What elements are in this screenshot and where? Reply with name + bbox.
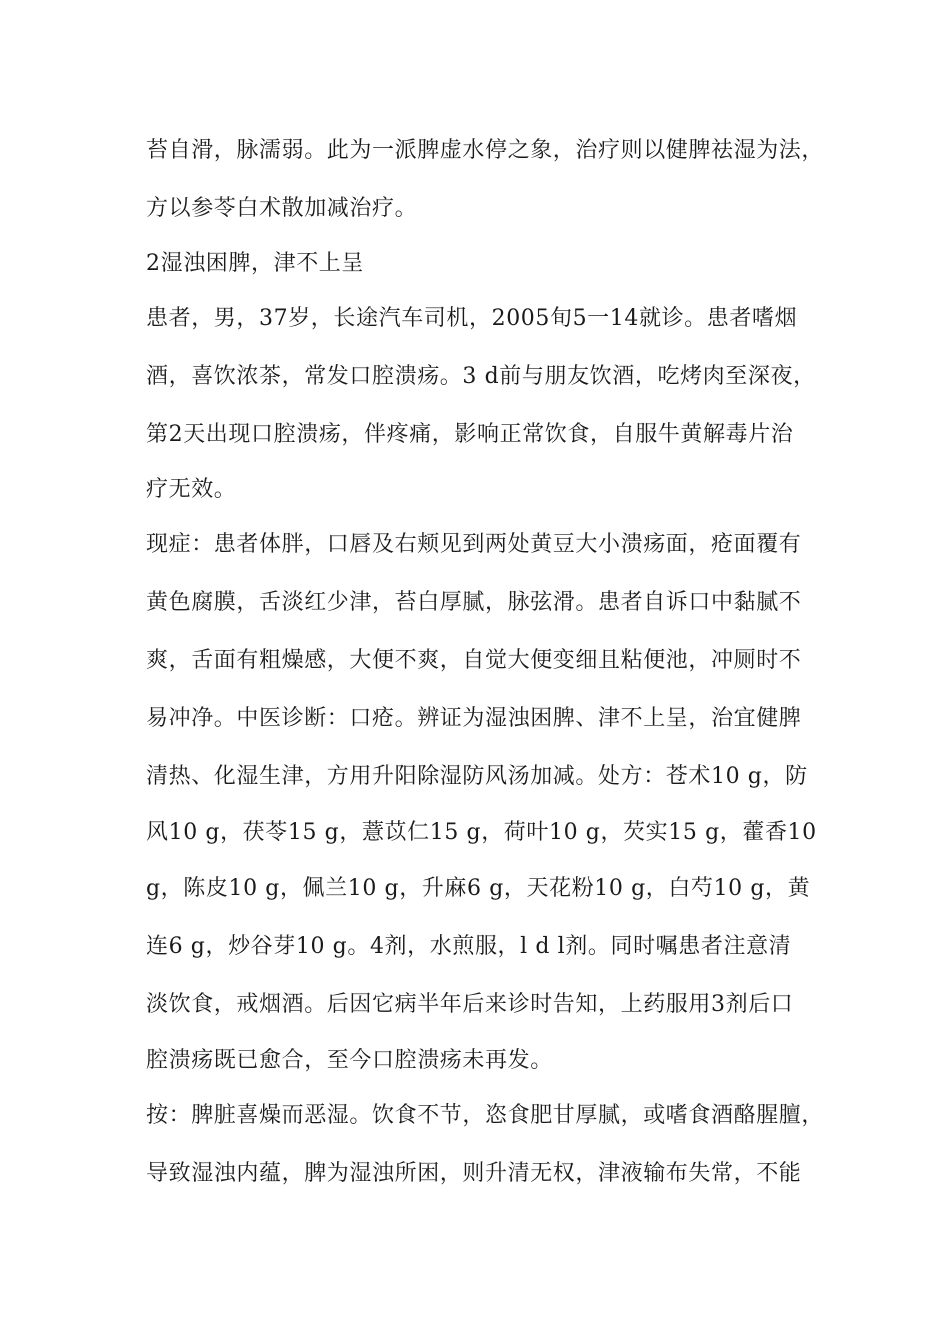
text-line-12: 清热、化湿生津，方用升阳除湿防风汤加减。处方：苍术10 g，防 (146, 764, 808, 789)
section-heading: 2湿浊困脾，津不上呈 (146, 251, 364, 276)
text-line-5: 酒，喜饮浓茶，常发口腔溃疡。3 d前与朋友饮酒，吃烤肉至深夜， (146, 364, 816, 389)
text-line-9: 黄色腐膜，舌淡红少津，苔白厚腻，脉弦滑。患者自诉口中黏腻不 (146, 590, 802, 615)
text-line-10: 爽，舌面有粗燥感，大便不爽，自觉大便变细且粘便池，冲厕时不 (146, 648, 802, 673)
text-line-13: 风10 g，茯苓15 g，薏苡仁15 g，荷叶10 g，芡实15 g，藿香10 (146, 820, 817, 845)
text-line-18: 按：脾脏喜燥而恶湿。饮食不节，恣食肥甘厚腻，或嗜食酒酪腥膻， (146, 1103, 825, 1128)
text-line-7: 疗无效。 (146, 477, 237, 502)
text-line-4: 患者，男，37岁，长途汽车司机，2005旬5一14就诊。患者嗜烟 (146, 306, 798, 331)
text-line-19: 导致湿浊内蕴，脾为湿浊所困，则升清无权，津液输布失常，不能 (146, 1161, 802, 1186)
text-line-1: 苔自滑，脉濡弱。此为一派脾虚水停之象，治疗则以健脾祛湿为法， (146, 138, 825, 163)
text-line-11: 易冲净。中医诊断：口疮。辨证为湿浊困脾、津不上呈，治宜健脾 (146, 706, 802, 731)
text-line-17: 腔溃疡既已愈合，至今口腔溃疡未再发。 (146, 1048, 553, 1073)
text-line-15: 连6 g，炒谷芽10 g。4剂，水煎服，l d l剂。同时嘱患者注意清 (146, 934, 792, 959)
text-line-8: 现症：患者体胖，口唇及右颊见到两处黄豆大小溃疡面，疮面覆有 (146, 532, 802, 557)
text-line-6: 第2天出现口腔溃疡，伴疼痛，影响正常饮食，自服牛黄解毒片治 (146, 422, 794, 447)
text-line-14: g，陈皮10 g，佩兰10 g，升麻6 g，天花粉10 g，白芍10 g，黄 (146, 876, 811, 901)
text-line-2: 方以参苓白术散加减治疗。 (146, 196, 418, 221)
text-line-16: 淡饮食，戒烟酒。后因它病半年后来诊时告知，上药服用3剂后口 (146, 992, 794, 1017)
